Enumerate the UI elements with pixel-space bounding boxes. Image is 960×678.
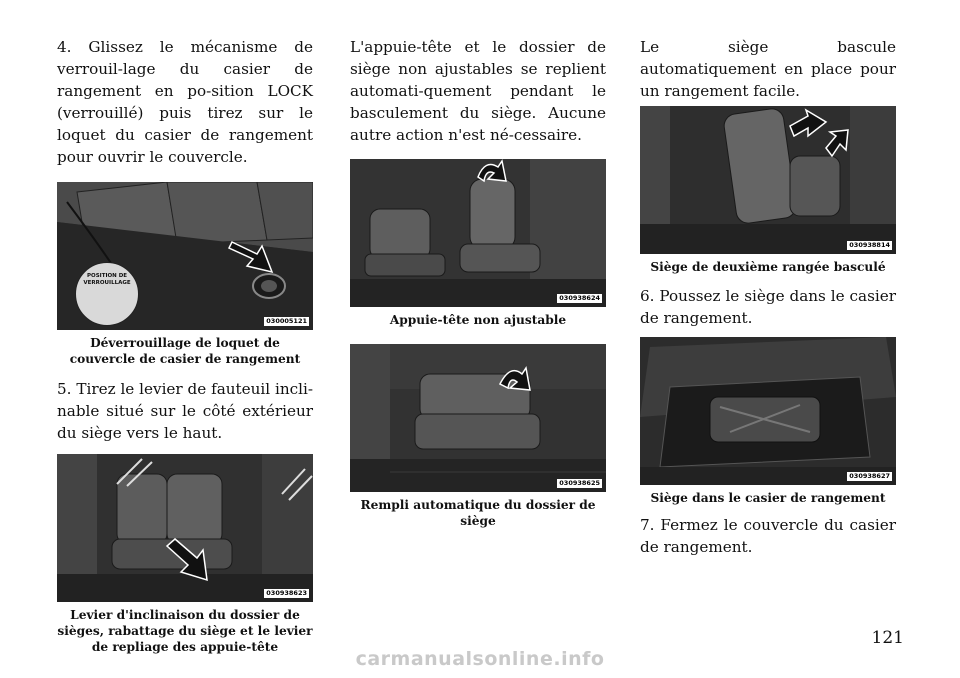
figure-seatback-fold: [350, 344, 606, 492]
figure-caption: Siège de deuxième rangée basculé: [650, 260, 886, 274]
column-left: [57, 36, 313, 655]
figure-caption: Siège dans le casier de rangement: [650, 491, 886, 505]
figure-caption: Levier d'inclinaison du dossier de sièges, rabattage du siège et le levier de repliage des appuie-tête: [57, 608, 313, 654]
lock-position-badge: POSITION DE VERROUILLAGE: [75, 262, 139, 326]
column-middle: [350, 36, 606, 529]
figure-seat-in-bin: [640, 337, 896, 485]
figure-caption: Déverrouillage de loquet de couvercle de casier de rangement: [69, 336, 301, 366]
tumble-text: Le siège bascule automatiquement en place pour un rangement facile.: [640, 38, 896, 100]
figure-code: 030938627: [849, 472, 890, 480]
seat-in-bin-illustration: [640, 337, 896, 485]
figure-storage-latch: [57, 182, 313, 330]
tumbled-seat-illustration: [640, 106, 896, 254]
step-4-text: 4. Glissez le mécanisme de verrouil-lage du casier de rangement en po-sition LOCK (verrouillé) puis tirez sur le loquet du casier de rangement pour ouvrir le couvercle.: [57, 38, 313, 166]
step-6-text: 6. Poussez le siège dans le casier de rangement.: [640, 287, 896, 327]
step-7-text: 7. Fermez le couvercle du casier de rangement.: [640, 516, 896, 556]
figure-headrest: [350, 159, 606, 307]
seat-lever-illustration: [57, 454, 313, 602]
column-right: [640, 36, 896, 558]
figure-code: 030938623: [266, 589, 307, 597]
figure-caption: Appuie-tête non ajustable: [389, 313, 567, 327]
figure-code: 030938625: [559, 479, 600, 487]
figure-tumbled-seat: [640, 106, 896, 254]
headrest-text: L'appuie-tête et le dossier de siège non ajustables se replient automati-quement pendant le basculement du siège. Aucune autre action n'est né-cessaire.: [350, 38, 606, 144]
figure-code: 030005121: [266, 317, 307, 325]
figure-code: 030938624: [559, 294, 600, 302]
figure-caption: Rempli automatique du dossier de siège: [360, 498, 596, 528]
headrest-illustration: [350, 159, 606, 307]
watermark: carmanualsonline.info: [355, 648, 605, 670]
step-5-text: 5. Tirez le levier de fauteuil incli-nable situé sur le côté extérieur du siège vers le haut.: [57, 380, 313, 442]
seatback-fold-illustration: [350, 344, 606, 492]
page-number: 121: [871, 628, 904, 648]
figure-recline-lever: [57, 454, 313, 602]
figure-code: 030938814: [849, 241, 890, 249]
